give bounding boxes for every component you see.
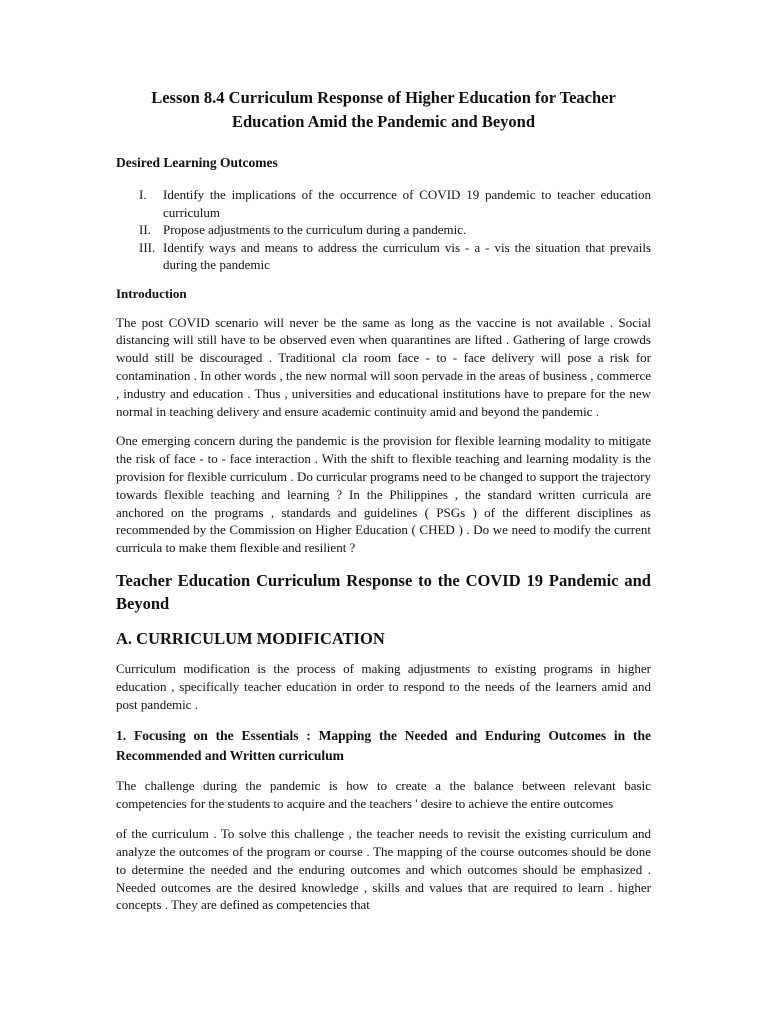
subsection-heading: A. CURRICULUM MODIFICATION [116,629,385,649]
section-heading: Teacher Education Curriculum Response to the COVID 19 Pandemic and Beyond [116,571,651,614]
outcome-text: Propose adjustments to the curriculum during a pandemic. [163,222,467,237]
challenge-paragraph: The challenge during the pandemic is how to create a the balance between relevant basic competencies for the students to acquire and the teachers ' desire to achieve the entire outcomes [116,778,651,811]
outcome-number: I. [139,187,147,202]
outcome-item [116,186,651,221]
curriculum-modification-paragraph: Curriculum modification is the process of making adjustments to existing programs in higher education , specifically teacher education in order to respond to the needs of the learners amid and post pandemic . [116,661,651,713]
outcome-text: Identify ways and means to address the curriculum vis - a - vis the situation that prevails during the pandemic [163,239,651,272]
outcomes-list [116,186,651,274]
introduction-heading: Introduction [116,285,187,301]
challenge-paragraph: of the curriculum . To solve this challenge , the teacher needs to revisit the existing curriculum and analyze the outcomes of the program or course . The mapping of the course outcomes should be done to determine the needed and the enduring outcomes and which outcomes should be emphasized . Needed outcomes are the desired knowledge , skills and values that are required to learn . higher concepts . They are defined as competencies that [116,825,651,913]
outcome-item [116,221,651,239]
intro-paragraph: One emerging concern during the pandemic is the provision for flexible learning modality to mitigate the risk of face - to - face interaction . With the shift to flexible teaching and learning modality is the provision for flexible curriculum . Do curricular programs need to be changed to support the trajectory towards flexible teaching and learning ? In the Philippines , the standard written curricula are anchored on the programs , standards and guidelines ( PSGs ) of the different disciplines as recommended by the Commission on Higher Education ( CHED ) . Do we need to modify the current curricula to make them flexible and resilient ? [116,432,651,556]
outcome-number: II. [139,222,151,237]
outcome-text: Identify the implications of the occurrence of COVID 19 pandemic to teacher education curriculum [163,187,651,220]
desired-outcomes-heading: Desired Learning Outcomes [116,155,278,170]
document-page [116,0,651,914]
intro-paragraph: The post COVID scenario will never be the same as long as the vaccine is not available . Social distancing will still have to be observed even when quarantines are lifted . Gathering of large crowds would still be discouraged . Traditional cla room face - to - face delivery will pose a risk for contamination . In other words , the new normal will soon pervade in the areas of business , commerce , industry and education . Thus , universities and educational institutions have to prepare for the new normal in teaching delivery and ensure academic continuity amid and beyond the pandemic . [116,314,651,420]
outcome-item [116,239,651,274]
outcome-number: III. [139,239,156,255]
point-heading: 1. Focusing on the Essentials : Mapping the Needed and Enduring Outcomes in the Recommended and Written curriculum [116,728,651,763]
lesson-title: Lesson 8.4 Curriculum Response of Higher Education for Teacher Education Amid the Pandemic and Beyond [151,88,616,131]
